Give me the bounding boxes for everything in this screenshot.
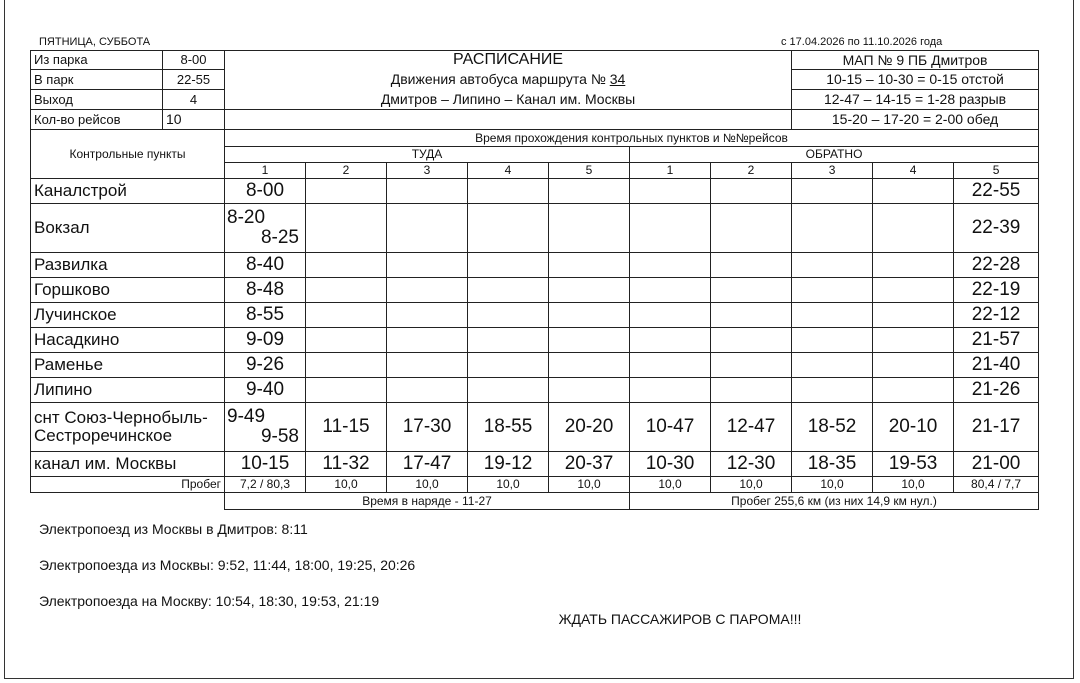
time-cell	[468, 204, 549, 253]
time-cell: 22-55	[954, 179, 1039, 204]
time-cell	[549, 303, 630, 328]
to-park-label: В парк	[31, 70, 163, 90]
stop-row	[31, 328, 1039, 353]
time-cell: 21-26	[954, 378, 1039, 403]
time-cell: 22-19	[954, 278, 1039, 303]
stop-row	[31, 403, 1039, 452]
from-park-value: 8-00	[163, 51, 225, 70]
time-cell	[711, 179, 792, 204]
time-cell	[387, 278, 468, 303]
time-cell	[630, 278, 711, 303]
time-cell	[630, 353, 711, 378]
time-cell: 18-35	[792, 452, 873, 477]
timetable	[30, 50, 1039, 510]
time-cell	[630, 303, 711, 328]
time-cell	[549, 179, 630, 204]
time-cell: 8-55	[225, 303, 306, 328]
stop-row	[31, 452, 1039, 477]
time-cell: 17-47	[387, 452, 468, 477]
stop-name: канал им. Москвы	[31, 452, 225, 477]
time-cell	[630, 179, 711, 204]
time-cell	[873, 253, 954, 278]
time-cell	[792, 179, 873, 204]
time-cell	[792, 328, 873, 353]
stop-name: Раменье	[31, 353, 225, 378]
time-cell	[792, 303, 873, 328]
time-cell: 20-10	[873, 403, 954, 452]
time-cell	[387, 378, 468, 403]
trip-mileage: 10,0	[630, 477, 711, 493]
time-cell	[306, 253, 387, 278]
time-cell	[630, 253, 711, 278]
trip-number: 3	[792, 163, 873, 179]
time-cell	[549, 204, 630, 253]
stop-row	[31, 378, 1039, 403]
stop-name-line: Сестроречинское	[34, 426, 173, 445]
time-cell	[468, 179, 549, 204]
time-cell	[711, 278, 792, 303]
time-cell: 10-15	[225, 452, 306, 477]
time-cell	[549, 278, 630, 303]
stop-name: Насадкино	[31, 328, 225, 353]
route-subtitle-prefix: Движения автобуса маршрута №	[390, 71, 606, 88]
trip-number: 1	[225, 163, 306, 179]
time-cell	[630, 204, 711, 253]
trip-number: 5	[954, 163, 1039, 179]
time-cell	[306, 353, 387, 378]
trip-number: 5	[549, 163, 630, 179]
time-cell: 9-09	[225, 328, 306, 353]
time-cell	[711, 353, 792, 378]
departure-time: 9-58	[260, 426, 299, 447]
duty-time: Время в наряде - 11-27	[225, 493, 630, 510]
time-cell	[306, 278, 387, 303]
time-cell	[225, 204, 306, 253]
stop-row	[31, 179, 1039, 204]
stop-row	[31, 253, 1039, 278]
trip-number: 2	[306, 163, 387, 179]
time-cell	[468, 303, 549, 328]
stop-name	[31, 403, 225, 452]
passage-header: Время прохождения контрольных пунктов и №№рейсов	[225, 130, 1039, 147]
trips-label: Кол-во рейсов	[31, 110, 163, 130]
time-cell	[873, 353, 954, 378]
time-cell	[468, 278, 549, 303]
trip-mileage: 10,0	[792, 477, 873, 493]
time-cell	[792, 378, 873, 403]
arrival-time: 8-20	[227, 207, 266, 229]
time-cell: 21-17	[954, 403, 1039, 452]
trains-to-moscow: Электропоезда на Москву: 10:54, 18:30, 19:53, 21:19	[39, 593, 380, 609]
time-cell	[387, 328, 468, 353]
time-cell: 20-37	[549, 452, 630, 477]
time-cell: 19-53	[873, 452, 954, 477]
time-cell	[711, 303, 792, 328]
time-cell	[873, 378, 954, 403]
time-cell	[549, 353, 630, 378]
time-cell: 9-40	[225, 378, 306, 403]
time-cell	[468, 353, 549, 378]
time-cell	[387, 353, 468, 378]
from-park-label: Из парка	[31, 51, 163, 70]
time-cell	[873, 328, 954, 353]
route-subtitle	[225, 70, 792, 90]
time-cell	[306, 378, 387, 403]
time-cell	[792, 278, 873, 303]
time-cell: 18-55	[468, 403, 549, 452]
stop-row	[31, 204, 1039, 253]
break-2: 12-47 – 14-15 = 1-28 разрыв	[792, 90, 1039, 110]
time-cell	[306, 204, 387, 253]
trip-number: 2	[711, 163, 792, 179]
stop-row	[31, 353, 1039, 378]
stop-row	[31, 303, 1039, 328]
time-cell: 21-57	[954, 328, 1039, 353]
trip-mileage: 10,0	[873, 477, 954, 493]
time-cell	[549, 253, 630, 278]
time-cell: 9-26	[225, 353, 306, 378]
stop-name: Вокзал	[31, 204, 225, 253]
time-cell: 21-40	[954, 353, 1039, 378]
ferry-notice: ЖДАТЬ ПАССАЖИРОВ С ПАРОМА!!!	[558, 611, 802, 627]
time-cell	[792, 204, 873, 253]
direction-there: ТУДА	[225, 147, 630, 163]
trains-from-moscow: Электропоезда из Москвы: 9:52, 11:44, 18:00, 19:25, 20:26	[39, 557, 416, 573]
trip-mileage: 10,0	[468, 477, 549, 493]
validity-period: с 17.04.2026 по 11.10.2026 года	[781, 36, 943, 48]
time-cell: 11-32	[306, 452, 387, 477]
stop-row	[31, 278, 1039, 303]
time-cell	[468, 378, 549, 403]
time-cell	[306, 179, 387, 204]
time-cell: 19-12	[468, 452, 549, 477]
stop-name: Каналстрой	[31, 179, 225, 204]
stop-name-line: снт Союз-Чернобыль-	[34, 408, 208, 428]
time-cell: 20-20	[549, 403, 630, 452]
trip-mileage: 10,0	[711, 477, 792, 493]
mileage-label: Пробег	[31, 477, 225, 493]
route-path: Дмитров – Липино – Канал им. Москвы	[225, 90, 792, 110]
time-cell	[792, 353, 873, 378]
time-cell	[387, 204, 468, 253]
time-cell: 22-39	[954, 204, 1039, 253]
time-cell: 10-47	[630, 403, 711, 452]
trip-mileage: 10,0	[306, 477, 387, 493]
time-cell: 12-47	[711, 403, 792, 452]
arrival-time: 9-49	[227, 406, 266, 428]
time-cell	[387, 303, 468, 328]
time-cell	[387, 179, 468, 204]
trip-mileage: 10,0	[549, 477, 630, 493]
stop-name: Лучинское	[31, 303, 225, 328]
exit-label: Выход	[31, 90, 163, 110]
time-cell	[711, 378, 792, 403]
time-cell	[711, 328, 792, 353]
route-number: 34	[609, 71, 626, 88]
time-cell	[873, 179, 954, 204]
direction-back: ОБРАТНО	[630, 147, 1039, 163]
time-cell: 18-52	[792, 403, 873, 452]
time-cell: 22-12	[954, 303, 1039, 328]
to-park-value: 22-55	[163, 70, 225, 90]
time-cell	[873, 278, 954, 303]
break-1: 10-15 – 10-30 = 0-15 отстой	[792, 70, 1039, 90]
time-cell	[306, 303, 387, 328]
time-cell	[873, 303, 954, 328]
time-cell	[630, 328, 711, 353]
time-cell	[387, 253, 468, 278]
time-cell	[306, 328, 387, 353]
operating-days: ПЯТНИЦА, СУББОТА	[39, 36, 151, 48]
time-cell	[225, 403, 306, 452]
time-cell: 22-28	[954, 253, 1039, 278]
time-cell: 8-00	[225, 179, 306, 204]
time-cell: 8-48	[225, 278, 306, 303]
operator: МАП № 9 ПБ Дмитров	[792, 51, 1039, 70]
trip-mileage: 10,0	[387, 477, 468, 493]
total-mileage: Пробег 255,6 км (из них 14,9 км нул.)	[630, 493, 1039, 510]
time-cell	[549, 328, 630, 353]
time-cell: 8-40	[225, 253, 306, 278]
time-cell: 12-30	[711, 452, 792, 477]
time-cell	[468, 328, 549, 353]
time-cell	[873, 204, 954, 253]
schedule-title: РАСПИСАНИЕ	[225, 51, 792, 70]
time-cell	[468, 253, 549, 278]
trip-mileage: 7,2 / 80,3	[225, 477, 306, 493]
time-cell: 17-30	[387, 403, 468, 452]
exit-value: 4	[163, 90, 225, 110]
stop-name: Горшково	[31, 278, 225, 303]
time-cell: 10-30	[630, 452, 711, 477]
stop-name: Развилка	[31, 253, 225, 278]
time-cell: 11-15	[306, 403, 387, 452]
time-cell	[792, 253, 873, 278]
trip-number: 4	[468, 163, 549, 179]
train-to-dmitrov: Электропоезд из Москвы в Дмитров: 8:11	[39, 521, 308, 537]
trip-number: 4	[873, 163, 954, 179]
departure-time: 8-25	[260, 227, 299, 248]
stop-name: Липино	[31, 378, 225, 403]
time-cell: 21-00	[954, 452, 1039, 477]
break-3: 15-20 – 17-20 = 2-00 обед	[792, 110, 1039, 130]
time-cell	[630, 378, 711, 403]
checkpoints-header: Контрольные пункты	[31, 130, 225, 179]
time-cell	[549, 378, 630, 403]
trip-number: 1	[630, 163, 711, 179]
trip-number: 3	[387, 163, 468, 179]
time-cell	[711, 253, 792, 278]
time-cell	[711, 204, 792, 253]
trip-mileage: 80,4 / 7,7	[954, 477, 1039, 493]
trips-value: 10	[163, 110, 225, 130]
